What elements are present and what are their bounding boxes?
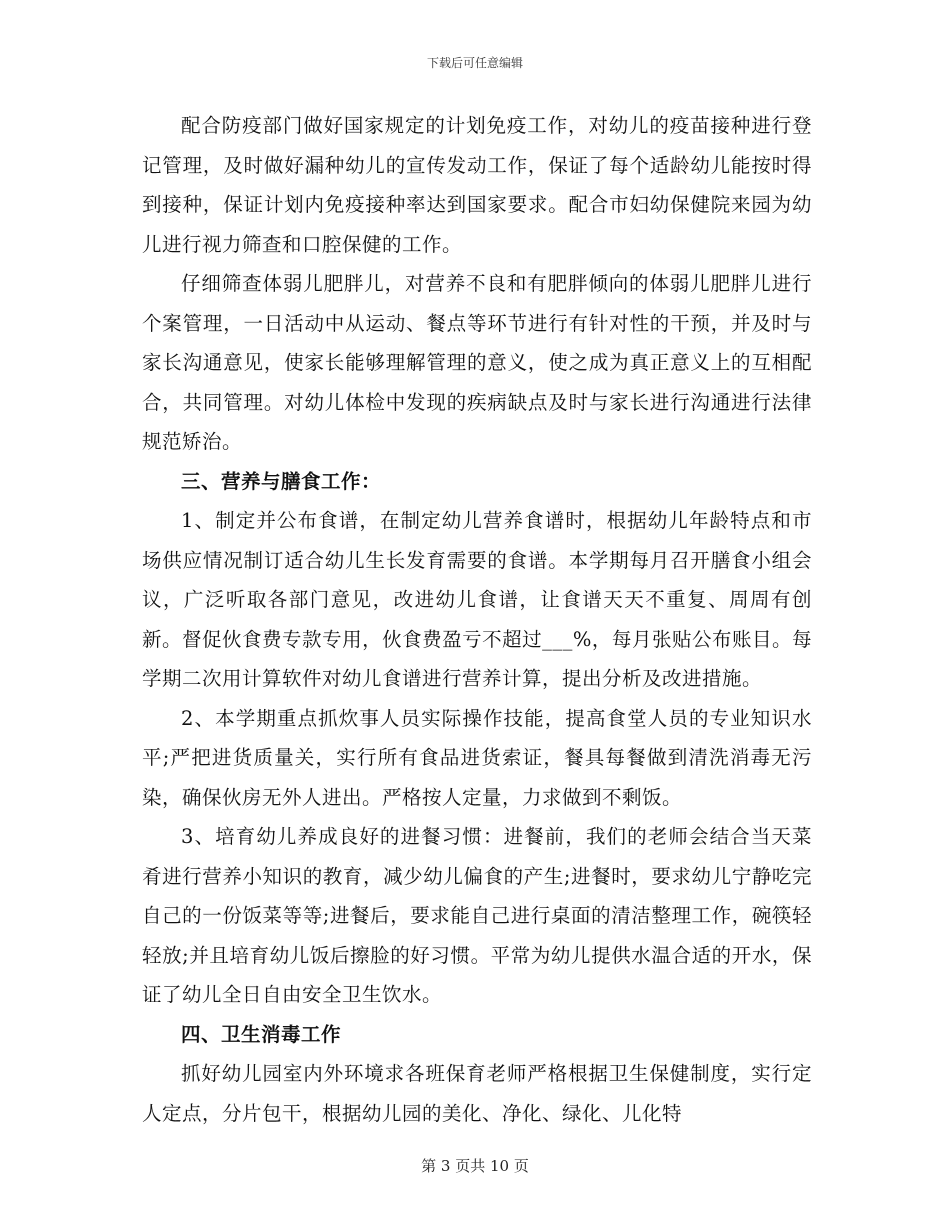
paragraph-immunization: 配合防疫部门做好国家规定的计划免疫工作，对幼儿的疫苗接种进行登记管理，及时做好漏种幼儿的宣传发动工作，保证了每个适龄幼儿能按时得到接种，保证计划内免疫接种率达到国家要求。配合市妇幼保健院来园为幼儿进行视力筛查和口腔保健的工作。 xyxy=(142,114,812,256)
paragraph-menu: 1、制定并公布食谱，在制定幼儿营养食谱时，根据幼儿年龄特点和市场供应情况制订适合幼儿生长发育需要的食谱。本学期每月召开膳食小组会议，广泛听取各部门意见，改进幼儿食谱，让食谱天天不重复、周周有创新。督促伙食费专款专用，伙食费盈亏不超过___%，每月张贴公布账目。每学期二次用计算软件对幼儿食谱进行营养计算，提出分析及改进措施。 xyxy=(142,509,812,690)
page-header-note: 下载后可任意编辑 xyxy=(426,56,523,70)
paragraph-weak-obese-children: 仔细筛查体弱儿肥胖儿，对营养不良和有肥胖倾向的体弱儿肥胖儿进行个案管理，一日活动中从运动、餐点等环节进行有针对性的干预，并及时与家长沟通意见，使家长能够理解管理的意义，使之成为真正意义上的互相配合，共同管理。对幼儿体检中发现的疾病缺点及时与家长进行沟通进行法律规范矫治。 xyxy=(142,272,812,453)
section-heading-hygiene: 四、卫生消毒工作 xyxy=(181,1022,342,1046)
section-heading-nutrition: 三、营养与膳食工作： xyxy=(181,469,382,493)
document-body xyxy=(142,106,812,1133)
paragraph-kitchen-staff: 2、本学期重点抓炊事人员实际操作技能，提高食堂人员的专业知识水平;严把进货质量关，实行所有食品进货索证，餐具每餐做到清洗消毒无污染，确保伙房无外人进出。严格按人定量，力求做到不剩饭。 xyxy=(142,706,812,809)
paragraph-eating-habits: 3、培育幼儿养成良好的进餐习惯：进餐前，我们的老师会结合当天菜肴进行营养小知识的教育，减少幼儿偏食的产生;进餐时，要求幼儿宁静吃完自己的一份饭菜等等;进餐后，要求能自己进行桌面的清洁整理工作，碗筷轻轻放;并且培育幼儿饭后擦脸的好习惯。平常为幼儿提供水温合适的开水，保证了幼儿全日自由安全卫生饮水。 xyxy=(142,825,812,1006)
page-number: 第 3 页共 10 页 xyxy=(421,1157,529,1175)
paragraph-environment: 抓好幼儿园室内外环境求各班保育老师严格根据卫生保健制度，实行定人定点，分片包干，根据幼儿园的美化、净化、绿化、儿化特 xyxy=(142,1062,812,1125)
